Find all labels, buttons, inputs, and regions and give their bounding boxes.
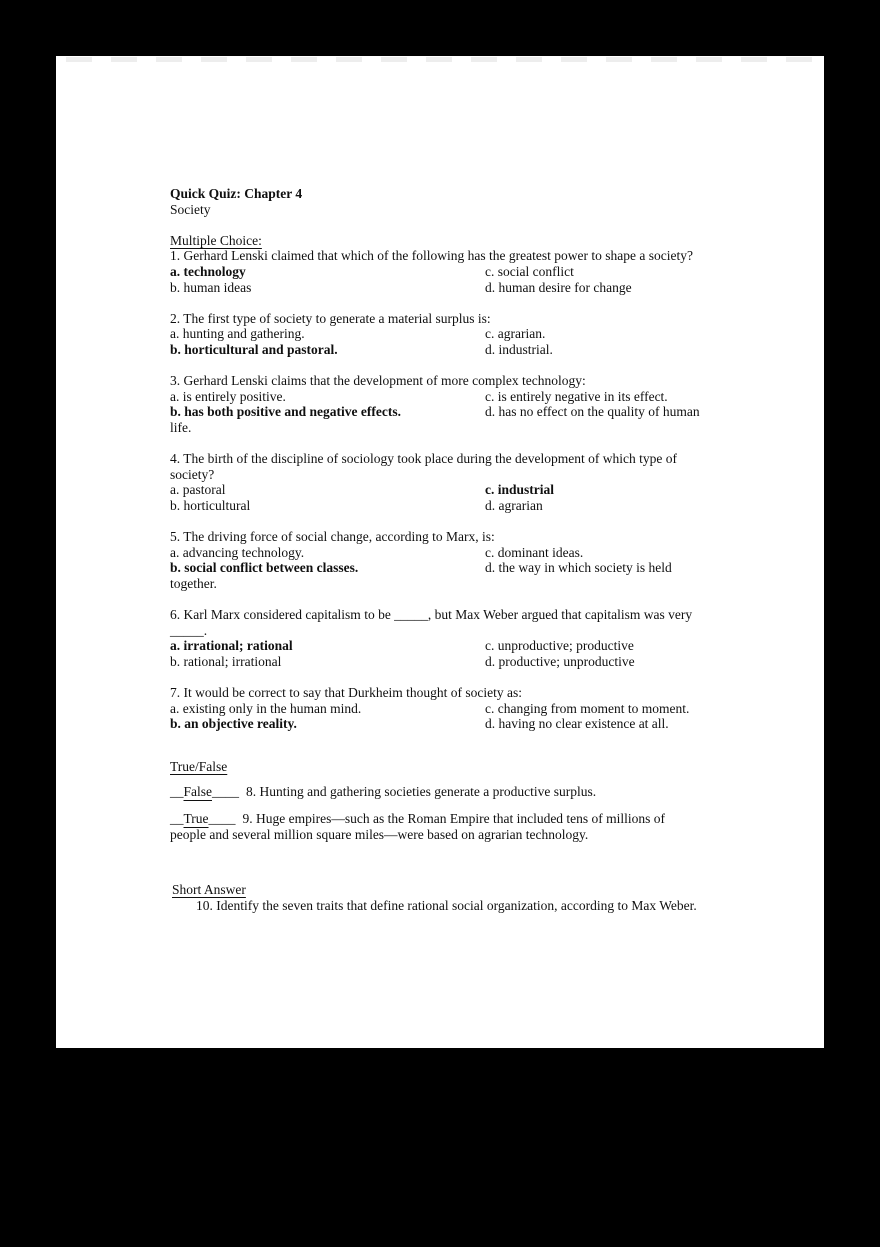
option-c: c. is entirely negative in its effect. — [485, 388, 668, 404]
option-row — [170, 716, 710, 732]
option-row — [170, 280, 710, 296]
option-row — [170, 498, 710, 514]
option-a: a. is entirely positive. — [170, 388, 286, 404]
option-d: d. having no clear existence at all. — [485, 716, 669, 732]
option-d-continuation: life. — [170, 419, 192, 435]
spacer — [170, 295, 710, 311]
quiz-subtitle: Society — [170, 201, 211, 217]
question-2 — [170, 311, 710, 358]
spacer — [170, 591, 710, 607]
section-heading-short-answer: Short Answer — [172, 882, 246, 898]
scan-artifact-strip — [66, 57, 814, 62]
option-row — [170, 654, 710, 670]
question-stem-line-2: _____. — [170, 622, 208, 638]
option-row — [170, 560, 710, 576]
spacer — [170, 358, 710, 374]
option-c: c. industrial — [485, 482, 555, 498]
true-false-item-9-line-2: people and several million square miles—were based on agrarian technology. — [170, 826, 589, 842]
quiz-title: Quick Quiz: Chapter 4 — [170, 186, 303, 201]
true-false-item-8 — [170, 784, 710, 800]
document-page — [56, 56, 824, 1048]
question-stem: 4. The birth of the discipline of sociology took place during the development of which type of — [170, 451, 678, 467]
question-7 — [170, 685, 710, 732]
option-c: c. agrarian. — [485, 326, 546, 342]
spacer — [170, 217, 710, 233]
true-false-statement: 9. Huge empires—such as the Roman Empire that included tens of millions of — [242, 810, 666, 826]
question-stem: 7. It would be correct to say that Durkheim thought of society as: — [170, 685, 523, 700]
spacer — [170, 436, 710, 452]
option-row — [170, 264, 710, 280]
section-heading-multiple-choice: Multiple Choice: — [170, 232, 262, 248]
option-a: a. irrational; rational — [170, 638, 293, 654]
answer-blank-prefix: __ — [170, 810, 184, 826]
option-row — [170, 389, 710, 405]
section-true-false-heading-line — [170, 759, 710, 775]
spacer — [170, 669, 710, 685]
question-stem: 5. The driving force of social change, according to Marx, is: — [170, 529, 495, 545]
option-a: a. pastoral — [170, 482, 226, 498]
question-stem: 3. Gerhard Lenski claims that the development of more complex technology: — [170, 373, 586, 389]
option-row — [170, 638, 710, 654]
option-a: a. technology — [170, 263, 246, 279]
question-4 — [170, 451, 710, 513]
option-d: d. productive; unproductive — [485, 653, 635, 669]
quiz-document — [56, 56, 824, 913]
true-false-item-9 — [170, 811, 710, 842]
option-row — [170, 404, 710, 420]
section-heading-true-false: True/False — [170, 758, 228, 774]
option-b: b. rational; irrational — [170, 653, 282, 669]
spacer — [170, 513, 710, 529]
short-answer-question: 10. Identify the seven traits that define rational social organization, according to Max Weber. — [196, 897, 697, 913]
option-d: d. human desire for change — [485, 279, 632, 295]
section-short-answer-heading-line — [170, 882, 710, 898]
option-b: b. horticultural and pastoral. — [170, 341, 338, 357]
option-b: b. social conflict between classes. — [170, 560, 359, 576]
question-3 — [170, 373, 710, 435]
option-b: b. has both positive and negative effects. — [170, 404, 402, 420]
option-a: a. existing only in the human mind. — [170, 700, 362, 716]
question-6 — [170, 607, 710, 669]
option-d: d. agrarian — [485, 497, 543, 513]
option-row — [170, 342, 710, 358]
option-d: d. industrial. — [485, 341, 553, 357]
true-false-item-9-line-1 — [170, 811, 710, 827]
option-c: c. dominant ideas. — [485, 544, 584, 560]
option-a: a. advancing technology. — [170, 544, 305, 560]
true-false-statement: 8. Hunting and gathering societies generate a productive surplus. — [246, 784, 597, 800]
section-multiple-choice-heading-line — [170, 233, 710, 249]
answer-blank-prefix: __ — [170, 784, 184, 800]
question-stem: 1. Gerhard Lenski claimed that which of the following has the greatest power to shape a society? — [170, 248, 693, 264]
option-c: c. social conflict — [485, 263, 574, 279]
option-row — [170, 482, 710, 498]
option-d-continuation: together. — [170, 575, 217, 591]
question-stem: 6. Karl Marx considered capitalism to be _____, but Max Weber argued that capitalism was very — [170, 607, 693, 623]
answer-text: True — [183, 810, 209, 826]
question-stem: 2. The first type of society to generate a material surplus is: — [170, 310, 491, 326]
option-a: a. hunting and gathering. — [170, 326, 305, 342]
option-d: d. the way in which society is held — [485, 560, 672, 576]
option-row — [170, 326, 710, 342]
answer-blank-suffix: ____ — [212, 784, 239, 800]
question-1 — [170, 248, 710, 295]
option-row — [170, 701, 710, 717]
option-c: c. unproductive; productive — [485, 638, 634, 654]
answer-blank-suffix: ____ — [208, 810, 236, 826]
option-c: c. changing from moment to moment. — [485, 700, 690, 716]
option-row — [170, 545, 710, 561]
option-d: d. has no effect on the quality of human — [485, 404, 700, 420]
option-b: b. an objective reality. — [170, 716, 297, 732]
answer-text: False — [183, 784, 212, 800]
question-5 — [170, 529, 710, 591]
option-b: b. human ideas — [170, 279, 252, 295]
question-stem-line-2: society? — [170, 466, 215, 482]
option-b: b. horticultural — [170, 497, 251, 513]
